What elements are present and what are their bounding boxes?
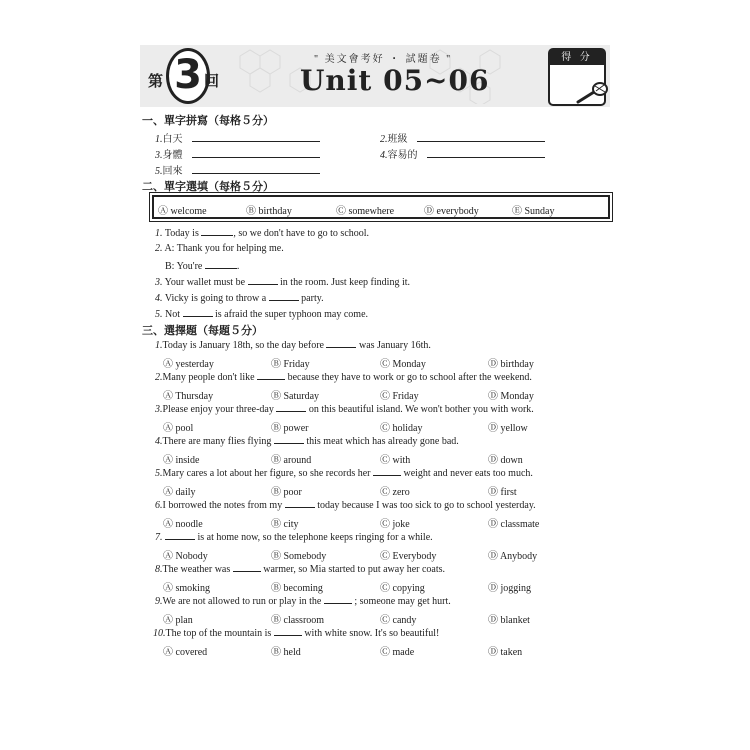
answer-option[interactable]: Ⓓ jogging	[488, 583, 532, 594]
mc-question: 5.Mary cares a lot about her figure, so she records her weight and never eats too much.	[155, 468, 533, 479]
answer-option[interactable]: Ⓐ Nobody	[163, 551, 208, 562]
answer-option[interactable]: Ⓐ daily	[163, 487, 196, 498]
answer-blank[interactable]	[165, 531, 195, 540]
answer-option[interactable]: Ⓐ Thursday	[163, 391, 214, 402]
answer-option[interactable]: Ⓒ holiday	[380, 423, 423, 434]
answer-blank[interactable]	[248, 276, 278, 285]
answer-option[interactable]: Ⓒ candy	[380, 615, 417, 626]
answer-option[interactable]: Ⓓ Anybody	[488, 551, 538, 562]
spelling-item-2: 2.班級	[380, 134, 408, 145]
mc-question: 8.The weather was warmer, so Mia started to put away her coats.	[155, 564, 446, 575]
section1-title: 一、單字拼寫（每格５分）	[142, 115, 274, 127]
answer-option[interactable]: Ⓐ covered	[163, 647, 208, 658]
answer-option[interactable]: Ⓑ around	[271, 455, 312, 466]
answer-option[interactable]: Ⓓ birthday	[488, 359, 534, 370]
spelling-item-3: 3.身體	[155, 150, 183, 161]
answer-option[interactable]: Ⓒ made	[380, 647, 415, 658]
subtitle: " 美文會考好 ・ 試題卷 "	[314, 54, 453, 65]
answer-option[interactable]: Ⓓ yellow	[488, 423, 528, 434]
answer-option[interactable]: Ⓐ yesterday	[163, 359, 214, 370]
answer-option[interactable]: Ⓓ Monday	[488, 391, 534, 402]
mc-question: 4.There are many flies flying this meat which has already gone bad.	[155, 436, 459, 447]
answer-option[interactable]: Ⓓ first	[488, 487, 517, 498]
fill-question: 5. Not is afraid the super typhoon may come.	[155, 309, 369, 320]
answer-option[interactable]: Ⓑ Somebody	[271, 551, 327, 562]
answer-blank[interactable]	[274, 627, 302, 636]
mc-question: 7. is at home now, so the telephone keeps ringing for a while.	[155, 532, 433, 543]
word-option: Ⓓ everybody	[424, 206, 479, 217]
answer-blank[interactable]	[205, 260, 237, 269]
answer-blank[interactable]	[276, 403, 306, 412]
answer-option[interactable]: Ⓒ Friday	[380, 391, 419, 402]
answer-blank[interactable]	[269, 292, 299, 301]
score-label: 得 分	[550, 50, 604, 65]
answer-option[interactable]: Ⓐ pool	[163, 423, 194, 434]
answer-blank[interactable]	[274, 435, 304, 444]
answer-option[interactable]: Ⓑ becoming	[271, 583, 323, 594]
word-option: Ⓐ welcome	[158, 206, 207, 217]
answer-option[interactable]: Ⓐ noodle	[163, 519, 203, 530]
answer-option[interactable]: Ⓒ Everybody	[380, 551, 437, 562]
fill-question: 1. Today is , so we don't have to go to school.	[155, 228, 370, 239]
answer-option[interactable]: Ⓒ with	[380, 455, 411, 466]
answer-option[interactable]: Ⓑ classroom	[271, 615, 325, 626]
answer-blank[interactable]	[285, 499, 315, 508]
answer-line[interactable]	[192, 173, 320, 174]
answer-line[interactable]	[192, 141, 320, 142]
mc-question: 10.The top of the mountain is with white snow. It's so beautiful!	[153, 628, 440, 639]
answer-line[interactable]	[417, 141, 545, 142]
answer-blank[interactable]	[183, 308, 213, 317]
mc-question: 6.I borrowed the notes from my today because I was too sick to go to school yesterday.	[155, 500, 536, 511]
answer-blank[interactable]	[233, 563, 261, 572]
answer-line[interactable]	[427, 157, 545, 158]
answer-line[interactable]	[192, 157, 320, 158]
answer-blank[interactable]	[257, 371, 285, 380]
fill-question: 2. A: Thank you for helping me.	[155, 243, 284, 254]
word-option: Ⓒ somewhere	[336, 206, 395, 217]
answer-option[interactable]: Ⓑ held	[271, 647, 301, 658]
answer-blank[interactable]	[373, 467, 401, 476]
answer-blank[interactable]	[324, 595, 352, 604]
answer-option[interactable]: Ⓑ Saturday	[271, 391, 320, 402]
microphone-icon	[576, 82, 610, 104]
fill-question: B: You're .	[165, 261, 240, 272]
mc-question: 1.Today is January 18th, so the day before was January 16th.	[155, 340, 431, 351]
answer-option[interactable]: Ⓑ city	[271, 519, 299, 530]
fill-question: 4. Vicky is going to throw a party.	[155, 293, 324, 304]
answer-option[interactable]: Ⓓ taken	[488, 647, 523, 658]
spelling-item-5: 5.回來	[155, 166, 183, 177]
answer-blank[interactable]	[201, 227, 233, 236]
answer-option[interactable]: Ⓓ blanket	[488, 615, 530, 626]
word-option: Ⓑ birthday	[246, 206, 292, 217]
answer-option[interactable]: Ⓓ classmate	[488, 519, 540, 530]
answer-blank[interactable]	[326, 339, 356, 348]
test-number-badge: 3	[166, 48, 210, 104]
section2-title: 二、單字選填（每格５分）	[142, 181, 274, 193]
mc-question: 9.We are not allowed to run or play in the ; someone may get hurt.	[155, 596, 451, 607]
answer-option[interactable]: Ⓑ poor	[271, 487, 302, 498]
mc-question: 3.Please enjoy your three-day on this beautiful island. We won't bother you with work.	[155, 404, 534, 415]
mc-question: 2.Many people don't like because they have to work or go to school after the weekend.	[155, 372, 532, 383]
answer-option[interactable]: Ⓐ smoking	[163, 583, 210, 594]
section3-title: 三、選擇題（每題５分）	[142, 325, 263, 337]
answer-option[interactable]: Ⓒ joke	[380, 519, 410, 530]
answer-option[interactable]: Ⓒ Monday	[380, 359, 426, 370]
answer-option[interactable]: Ⓓ down	[488, 455, 523, 466]
page-title: Unit 05~06	[300, 64, 490, 97]
spelling-item-1: 1.白天	[155, 134, 183, 145]
answer-option[interactable]: Ⓑ power	[271, 423, 309, 434]
spelling-item-4: 4.容易的	[380, 150, 418, 161]
unit-prefix: 第	[148, 74, 164, 90]
answer-option[interactable]: Ⓒ zero	[380, 487, 410, 498]
word-bank	[152, 195, 610, 219]
answer-option[interactable]: Ⓒ copying	[380, 583, 425, 594]
word-option: Ⓔ Sunday	[512, 206, 555, 217]
answer-option[interactable]: Ⓐ inside	[163, 455, 200, 466]
answer-option[interactable]: Ⓑ Friday	[271, 359, 310, 370]
unit-suffix: 回	[204, 74, 220, 90]
fill-question: 3. Your wallet must be in the room. Just keep finding it.	[155, 277, 411, 288]
answer-option[interactable]: Ⓐ plan	[163, 615, 193, 626]
